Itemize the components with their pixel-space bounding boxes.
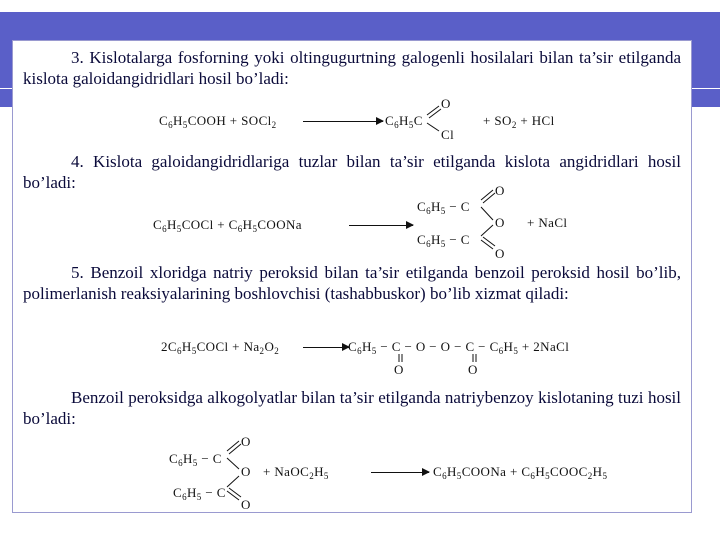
paragraph-5 <box>23 262 681 304</box>
equation-4-oxygen-top: O <box>241 434 251 449</box>
paragraph-6 <box>23 387 681 429</box>
equation-1-arrow <box>303 121 383 122</box>
equation-4-bonds <box>225 438 245 508</box>
paragraph-4-text: 4. Kislota galoidangidridlariga tuzlar bilan ta’sir etilganda kislota angidridlari hosil bo’ladi: <box>23 152 681 192</box>
equation-2-oxygen-top: O <box>495 183 505 198</box>
equation-1-reactants: $C_6H_5COOH$ + SOCl$_2$ <box>159 113 277 130</box>
equation-1-oxygen: O <box>441 96 451 111</box>
equation-4-oxygen-bottom: O <box>241 497 251 512</box>
equation-4-top-group: $C_6H_5 - C$ <box>169 451 222 468</box>
equation-4-bottom-group: $C_6H_5 - C$ <box>173 485 226 502</box>
equation-1-chlorine: Cl <box>441 127 455 142</box>
equation-1-byproducts: + $SO_2$ + HCl <box>483 113 555 130</box>
equation-2-byproduct: + NaCl <box>527 215 568 230</box>
equation-2-oxygen-bridge: O <box>495 215 505 230</box>
equation-3-arrow <box>303 347 349 348</box>
equation-2-arrow <box>349 225 413 226</box>
slide-content <box>12 40 692 513</box>
paragraph-4 <box>23 151 681 193</box>
equation-4-reagent: + $NaOC_2H_5$ <box>263 464 329 481</box>
equation-1-bonds <box>425 103 445 133</box>
paragraph-6-text: Benzoil peroksidga alkogolyatlar bilan ta’sir etilganda natriybenzoy kislotaning tuzi hosil bo’ladi: <box>23 388 681 428</box>
equation-1-product: $C_6H_5C$ <box>385 113 423 130</box>
equation-2-bottom-group: $C_6H_5 - C$ <box>417 232 470 249</box>
equation-4-products: $C_6H_5COONa$ + $C_6H_5COOC_2H_5$ <box>433 464 608 481</box>
equation-3-oxygen-left: O <box>394 362 404 377</box>
equation-3-products: $C_6H_5 - C - O - O - C - C_6H_5$ + 2NaCl <box>348 339 570 356</box>
equation-2-oxygen-bottom: O <box>495 246 505 261</box>
equation-4-oxygen-bridge: O <box>241 464 251 479</box>
equation-2-bonds <box>479 187 499 257</box>
equation-2-top-group: $C_6H_5 - C$ <box>417 199 470 216</box>
equation-3-oxygen-right: O <box>468 362 478 377</box>
equation-3-reactants: $2C_6H_5COCl + Na_2O_2$ <box>161 339 280 356</box>
paragraph-5-text: 5. Benzoil xloridga natriy peroksid bilan ta’sir etilganda benzoil peroksid hosil bo’lib, polimerlanish reaksiyalarining boshlovchisi (tashabbuskor) bo’lib xizmat qiladi: <box>23 263 681 303</box>
equation-2-reactants: $C_6H_5COCl$ + $C_6H_5COONa$ <box>153 217 302 234</box>
equation-4-arrow <box>371 472 429 473</box>
paragraph-3-text: 3. Kislotalarga fosforning yoki oltingugurtning galogenli hosilalari bilan ta’sir etilganda kislota galoidangidridlari hosil bo’ladi: <box>23 48 681 88</box>
paragraph-3 <box>23 47 681 89</box>
